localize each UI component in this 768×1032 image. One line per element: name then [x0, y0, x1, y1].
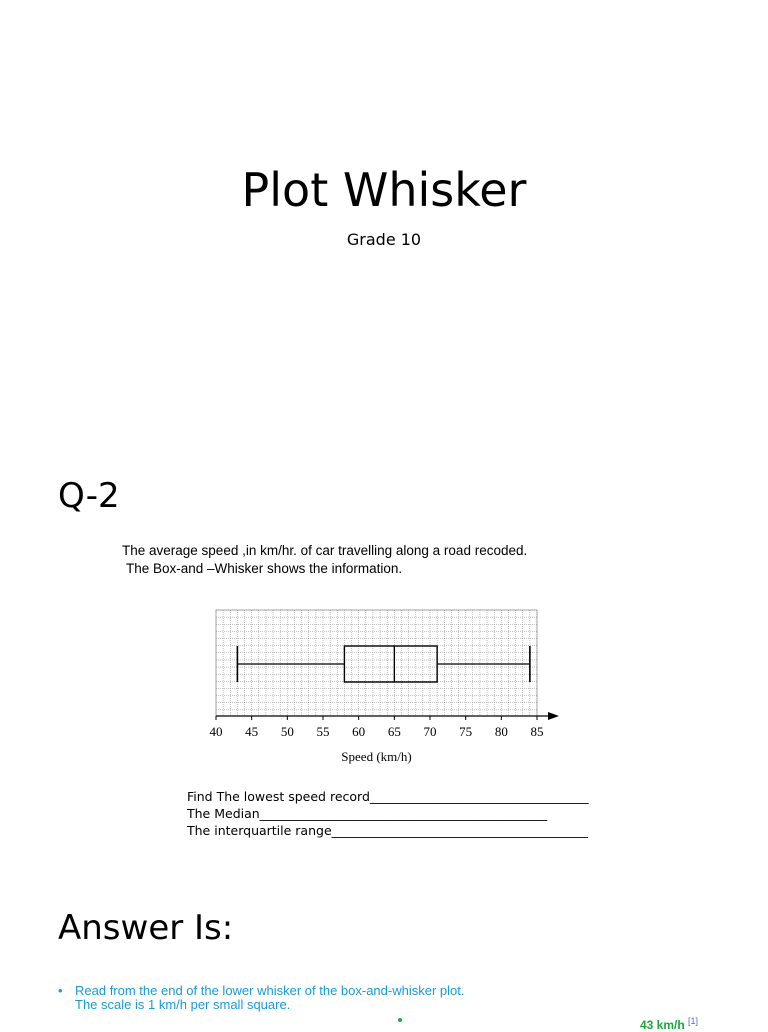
x-tick-label: 60: [352, 724, 366, 739]
x-tick-label: 70: [423, 724, 437, 739]
grid-border: [216, 610, 537, 716]
answer-explanation-line-1: Read from the end of the lower whisker of the box-and-whisker plot.: [75, 983, 465, 998]
x-tick-label: 55: [316, 724, 330, 739]
x-axis-label: Speed (km/h): [341, 749, 412, 764]
question-interquartile-range: The interquartile range_________________________________________: [187, 823, 588, 838]
answer-text: 43 km/h: [640, 1018, 685, 1032]
x-tick-label: 40: [209, 724, 223, 739]
slide-subtitle: Grade 10: [346, 230, 422, 249]
interquartile-box: [344, 646, 437, 682]
question-prompt-line-1: The average speed ,in km/hr. of car travelling along a road recoded.: [122, 543, 528, 558]
x-tick-label: 80: [494, 724, 508, 739]
x-tick-label: 85: [530, 724, 544, 739]
x-axis-arrow: [548, 712, 559, 720]
answer-dot-icon: [398, 1018, 402, 1022]
box-whisker-plot: [200, 602, 570, 770]
question-lowest-speed: Find The lowest speed record___________________________________: [187, 789, 589, 804]
x-tick-label: 65: [387, 724, 401, 739]
question-heading: Q-2: [58, 476, 120, 516]
x-tick-label: 45: [245, 724, 259, 739]
slide-title: Plot Whisker: [241, 163, 527, 217]
answer-value: [640, 1016, 698, 1032]
question-median: The Median______________________________________________: [187, 806, 548, 821]
question-prompt-line-2: The Box-and –Whisker shows the information.: [126, 561, 403, 576]
answer-heading: Answer Is:: [58, 908, 234, 948]
bullet-icon: •: [58, 983, 63, 998]
x-tick-label: 50: [280, 724, 294, 739]
answer-explanation-line-2: The scale is 1 km/h per small square.: [75, 997, 291, 1012]
answer-mark: [1]: [688, 1016, 699, 1026]
x-tick-label: 75: [459, 724, 473, 739]
